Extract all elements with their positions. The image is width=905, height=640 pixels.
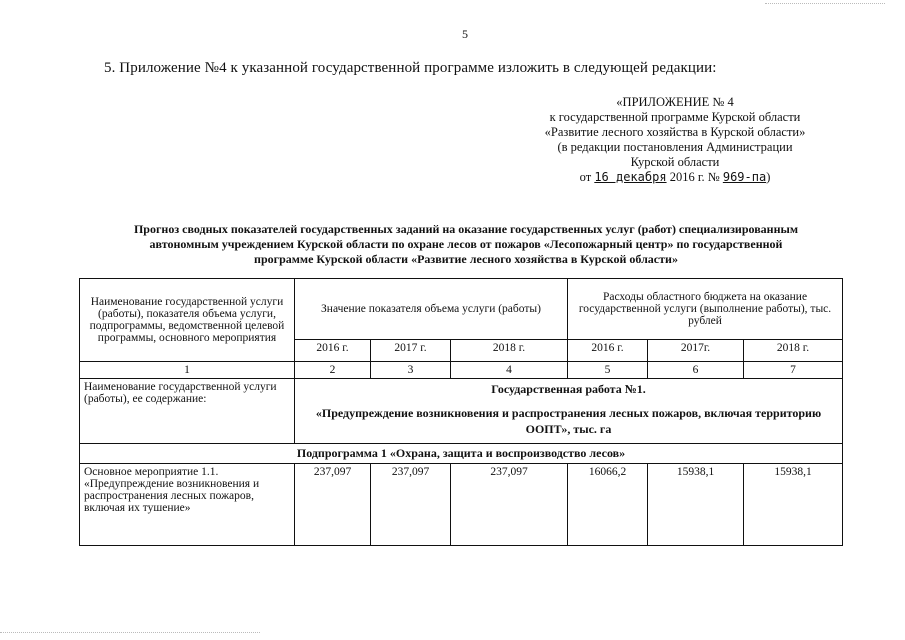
column-number: 3 [371, 362, 451, 379]
activity-label: Основное мероприятие 1.1. «Предупреждение возникновения и распространения лесных пожаров, включая их тушение» [80, 464, 295, 546]
table-cell-value: 16066,2 [568, 464, 648, 546]
handwritten-date: 16 декабря [594, 170, 667, 184]
appendix-line-2: к государственной программе Курской области [549, 110, 801, 124]
date-middle: 2016 г. № [669, 170, 720, 184]
scan-artifact-top [765, 3, 885, 4]
work-title: Государственная работа №1. [491, 382, 646, 396]
work-description: «Предупреждение возникновения и распространения лесных пожаров, включая территорию ООПТ», тыс. га [315, 406, 822, 436]
appendix-line-3: «Развитие лесного хозяйства в Курской области» [544, 125, 806, 139]
table-cell-value: 237,097 [451, 464, 568, 546]
appendix-header [520, 95, 830, 185]
title-line-1: Прогноз сводных показателей государственных заданий на оказание государственных услуг (работ) специализированным [133, 222, 799, 236]
date-suffix: ) [766, 170, 771, 184]
title-line-2: автономным учреждением Курской области по охране лесов от пожаров «Лесопожарный центр» по государственной [149, 237, 783, 251]
service-label: Наименование государственной услуги (работы), ее содержание: [80, 379, 295, 444]
year-header: 2017г. [648, 340, 744, 362]
table-cell-value: 15938,1 [744, 464, 843, 546]
column-number: 6 [648, 362, 744, 379]
column-number: 5 [568, 362, 648, 379]
document-title [96, 222, 836, 267]
appendix-line-4: (в редакции постановления Администрации [557, 140, 793, 154]
page-number: 5 [462, 27, 468, 41]
date-prefix: от [579, 170, 592, 184]
instruction-text: 5. Приложение №4 к указанной государственной программе изложить в следующей редакции: [104, 60, 717, 76]
header-budget: Расходы областного бюджета на оказание государственной услуги (выполнение работы), тыс. рублей [568, 279, 843, 340]
year-header: 2018 г. [744, 340, 843, 362]
column-number: 4 [451, 362, 568, 379]
year-header: 2016 г. [295, 340, 371, 362]
column-number: 7 [744, 362, 843, 379]
table-cell-value: 15938,1 [648, 464, 744, 546]
appendix-date-line [520, 170, 830, 185]
title-line-3: программе Курской области «Развитие лесного хозяйства в Курской области» [254, 252, 678, 266]
appendix-line-1: «ПРИЛОЖЕНИЕ № 4 [616, 95, 734, 109]
year-header: 2016 г. [568, 340, 648, 362]
year-header: 2018 г. [451, 340, 568, 362]
handwritten-number: 969-па [722, 170, 767, 184]
year-header: 2017 г. [371, 340, 451, 362]
subprogram-row: Подпрограмма 1 «Охрана, защита и воспроизводство лесов» [80, 444, 843, 464]
header-volume: Значение показателя объема услуги (работы) [295, 279, 568, 340]
table-cell-value: 237,097 [371, 464, 451, 546]
forecast-table [79, 278, 843, 546]
table-cell-value: 237,097 [295, 464, 371, 546]
header-service-name: Наименование государственной услуги (работы), показателя объема услуги, подпрограммы, ведомственной целевой программы, основного мероприятия [80, 279, 295, 362]
appendix-line-5: Курской области [630, 155, 720, 169]
scan-artifact-bottom [0, 632, 260, 633]
column-number: 2 [295, 362, 371, 379]
column-number: 1 [80, 362, 295, 379]
work-cell [295, 379, 843, 444]
